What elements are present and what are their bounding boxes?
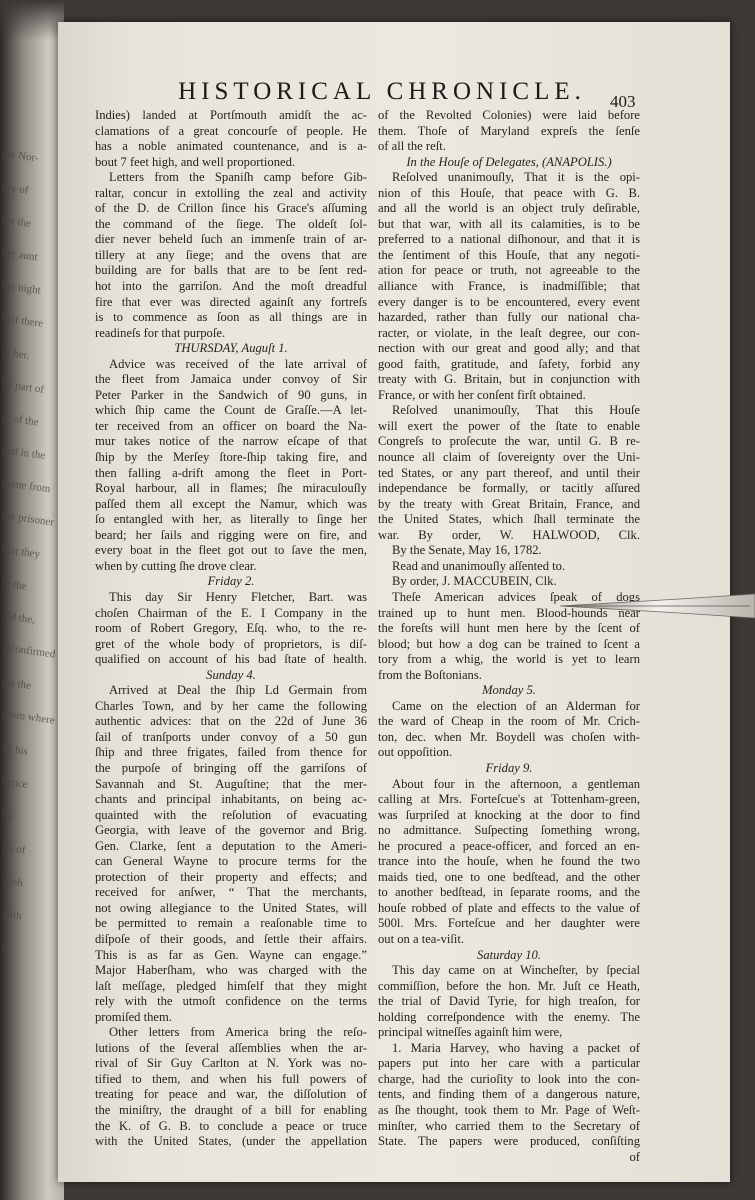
text-line: hot into the garriſon. And the moſt dreadful	[95, 279, 367, 294]
text-line: blood; but how a dog can be trained to ſcent a	[378, 636, 640, 651]
text-line: Monday 5.	[482, 683, 536, 698]
text-line: the command of the ſiege. The oldeſt ſol-	[95, 216, 367, 231]
text-line: alliance with France, is inadmiſſible; that	[378, 279, 640, 294]
text-line: By the Senate, May 16, 1782.	[392, 543, 542, 558]
text-line: is to commence as ſoon as all things are in	[95, 310, 367, 325]
text-line: treating for peace and war, the diſſolution of	[95, 1087, 367, 1102]
text-line: This day Sir Henry Fletcher, Bart. was	[109, 589, 367, 604]
text-line: papers put into her care with a particular	[378, 1056, 640, 1071]
text-line: ſo entangled with her, as literally to ſinge her	[95, 512, 367, 527]
text-line: ter received from an officer on board the Na-	[95, 418, 367, 433]
text-line: nounce all claim of ſovereignty over the Uni-	[378, 450, 640, 465]
text-line: Theſe American advices ſpeak of dogs	[392, 589, 640, 604]
gutter-text: he part of	[1, 378, 45, 396]
text-line: building are for balls that are to be ſent red-	[95, 263, 367, 278]
text-line: tified to them, and when his full powers of	[95, 1071, 367, 1086]
text-line: rely with the utmoſt confidence on the terms	[95, 994, 367, 1009]
right-column	[378, 108, 640, 1165]
text-line: when by cutting ſhe drove clear.	[95, 558, 257, 573]
text-line: ſhip and three frigates, failed from thence for	[95, 745, 367, 760]
text-line: the K. of G. B. to conclude a peace or truce	[95, 1118, 367, 1133]
text-line: paſſed them all except the Namur, which was	[95, 496, 367, 511]
text-line: independance be formally, or tacitly aſſured	[378, 481, 640, 496]
gutter-text: er of the	[1, 411, 40, 429]
text-line: by the treaty with Great Britain, France, and	[378, 496, 640, 511]
text-line: then falling a-drift among the fleet in Port-	[95, 465, 367, 480]
text-line: bout 7 feet high, and well proportioned.	[95, 154, 296, 169]
text-line: the fleet from Jamaica under convoy of Sir	[95, 372, 367, 387]
text-line: protection of their property and effects; and	[95, 869, 367, 884]
text-line: commiſſion, before the hon. Mr. Juſt ce Heath,	[378, 978, 640, 993]
text-line: readineſs for that purpoſe.	[95, 325, 226, 340]
text-line: the United States, which ſhall terminate the	[378, 512, 640, 527]
text-line: and all the world is an object truly deſirable,	[378, 201, 640, 216]
gutter-text: her aunt	[1, 246, 39, 264]
gutter-text: for the	[1, 676, 32, 692]
text-line: hazarded, rather than fully our national cha-	[378, 310, 640, 325]
text-line: In the Houſe of Delegates, (ANAPOLIS.)	[406, 154, 612, 169]
gutter-text: be	[1, 809, 14, 823]
text-line: maids tied, one to one bedſtead, and the other	[378, 869, 640, 884]
text-line: calling at Mrs. Forteſcue's at Tottenham-green,	[378, 792, 640, 807]
text-line: as ſhe thought, took them to Mr. Page of Weſt-	[378, 1103, 640, 1117]
gutter-text: for the	[1, 214, 32, 230]
text-line: the ſentiment of this Houſe, that any negoti-	[378, 247, 640, 262]
text-line: ation for peace or truth, not agreeable to the	[378, 263, 640, 278]
gutter-text: to the	[1, 577, 28, 593]
text-line: dier never beheld ſuch an immenſe train of ar-	[95, 232, 367, 247]
text-line: Friday 2.	[207, 574, 255, 589]
text-line: holding correſpondence with the enemy. The	[378, 1009, 640, 1024]
gutter-text: an his	[1, 742, 29, 758]
text-line: the miniſtry, the draught of a bill for enabling	[95, 1103, 367, 1117]
text-line: laſt meſſage, pledged himſelf that they might	[95, 978, 367, 993]
text-line: Peter Parker in the Sandwich of 90 guns, in	[95, 387, 367, 402]
text-line: no admittance. Suſpecting ſomething wrong,	[378, 823, 640, 838]
text-line: raltar, concur in extolling the zeal and activity	[95, 185, 367, 200]
text-line: chants and principal inhabitants, on being ac-	[95, 792, 367, 807]
text-line: authentic advices: that on the 22d of June 36	[95, 714, 367, 729]
text-line: tillery at any ſiege; and the ovens that are	[95, 247, 367, 262]
text-line: Arrived at Deal the ſhip Ld Germain from	[109, 683, 367, 698]
gutter-text: the night	[1, 279, 42, 297]
text-line: treaty with G. Britain, but in conjunction with	[378, 372, 640, 387]
text-line: fire that ever was directed againſt any fortreſs	[95, 294, 367, 309]
text-line: Saturday 10.	[477, 947, 541, 962]
text-line: the foreſts will hunt men here by the ſcent of	[378, 621, 640, 636]
text-line: About four in the afternoon, a gentleman	[392, 776, 640, 791]
text-line: ſail of tranſports under convoy of a 50 gun	[95, 729, 367, 744]
text-line: was ſurpriſed at knocking at the door to find	[378, 807, 640, 822]
text-line: he procured a peace-officer, and forced an en-	[378, 838, 640, 853]
gutter-text: old the,	[1, 609, 36, 627]
text-line: gret of the whole body of proprietors, is diſ-	[95, 636, 367, 651]
text-line: racter, or violate, in the leaſt degree, our con-	[378, 325, 640, 340]
text-line: charge, had the curioſity to look into the con-	[378, 1071, 640, 1086]
text-line: which ſhip came the Count de Graſſe.—A let-	[95, 403, 367, 418]
text-line: Savannah and St. Auguſtine; that the mer-	[95, 776, 367, 791]
text-line: Indies) landed at Portſmouth amidſt the ac-	[95, 108, 367, 122]
text-line: rival of Sir Guy Carlton at N. York was no-	[95, 1056, 367, 1071]
gutter-text: that they	[1, 543, 41, 561]
text-line: will exert the power of the ſtate to enable	[378, 418, 640, 433]
text-line: preferred to a national diſhonour, and that it is	[378, 232, 640, 247]
text-line: choſen Chairman of the E. I Company in the	[95, 605, 367, 620]
gutter-text: the Nor-	[1, 147, 40, 165]
gutter-text: ut her.	[1, 346, 31, 362]
binding-gutter	[0, 0, 64, 1200]
gutter-text: ned in the	[1, 444, 47, 462]
text-line: not owing allegiance to the United States, will	[95, 900, 367, 915]
gutter-text: home from	[1, 476, 52, 496]
text-line: can General Wayne to procure terms for the	[95, 854, 367, 869]
text-line: the purpoſe of bringing off the garriſons of	[95, 760, 367, 775]
text-line: Other letters from America bring the reſo-	[109, 1025, 367, 1040]
text-line: war. By order, W. HALWOOD, Clk.	[378, 527, 640, 542]
page-number: 403	[610, 92, 636, 111]
text-line: the ward of Cheap in the room of Mr. Crich-	[378, 714, 640, 729]
gutter-text: room where	[1, 707, 56, 727]
text-line: ton, dec. when Mr. Boydell was choſen with-	[378, 729, 640, 744]
text-line: beard; her ſails and rigging were on fire, and	[95, 527, 367, 542]
text-line: received for anſwer, “ That the merchants,	[95, 885, 367, 900]
text-line: qualified on account of his bad ſtate of health.	[95, 652, 367, 667]
gutter-text: that there	[1, 312, 44, 330]
page-title: HISTORICAL CHRONICLE.	[178, 78, 586, 105]
text-line: diſpoſe of their goods, and ſettle their affairs.	[95, 931, 367, 946]
text-line: nection with our great and good ally; and that	[378, 341, 640, 356]
text-line: mur takes notice of the narrow eſcape of that	[95, 434, 367, 449]
text-line: By order, J. MACCUBEIN, Clk.	[392, 574, 557, 589]
text-line: Letters from the Spaniſh camp before Gib-	[109, 170, 367, 185]
text-line: State. The papers were produced, conſiſting	[378, 1134, 640, 1149]
gutter-text: ife of	[1, 841, 27, 857]
text-line: has a noble animated countenance, and is a-	[95, 139, 367, 154]
text-line: THURSDAY, Auguſt 1.	[174, 341, 288, 356]
text-line: lutions of the ſeveral aſſemblies when the ar-	[95, 1040, 367, 1055]
gutter-text: y confirmed	[1, 641, 57, 661]
text-line: with the United States, (under the appellation	[95, 1134, 367, 1149]
text-line: trance into the houſe, when he found the two	[378, 854, 640, 869]
text-line: Congreſs to proſecute the war, until G. B re-	[378, 434, 640, 449]
text-line: but that war, with all its calamities, is to be	[378, 216, 640, 231]
gutter-text: it	[1, 941, 9, 955]
text-line: of the D. de Crillon ſince his Grace's aſſuming	[95, 201, 367, 216]
text-line: nion of this Houſe, that peace with G. B.	[378, 185, 640, 200]
text-line: This day came on at Wincheſter, by ſpecial	[392, 963, 640, 978]
text-line: Reſolved unanimouſly, That this Houſe	[392, 403, 640, 418]
text-line: the trial of David Tyrie, for high treaſon, for	[378, 994, 640, 1009]
left-column	[95, 108, 367, 1150]
gutter-text: hence	[1, 775, 29, 791]
text-line: trained up to hunt men. Blood-hounds near	[378, 605, 640, 620]
text-line: Charles Town, and by her came the following	[95, 698, 367, 713]
text-line: of	[629, 1149, 640, 1164]
text-line: Royal harbour, all in flames; ſhe miraculouſly	[95, 481, 367, 496]
gutter-text: with	[1, 907, 23, 923]
text-line: every danger is to be encountered, every event	[378, 294, 640, 309]
text-line: Advice was received of the late arrival of	[109, 356, 367, 371]
text-line: ſhip by the Merſey ſtore-ſhip taking fire, and	[95, 450, 367, 465]
text-line: from the Boſtonians.	[378, 667, 482, 682]
text-line: room of Robert Gregory, Eſq. who, to the re-	[95, 621, 367, 636]
text-line: This is as far as Gen. Wayne can engage.”	[95, 947, 367, 962]
text-line: clamations of a great concourſe of people. He	[95, 123, 367, 138]
text-line: of all the reſt.	[378, 139, 446, 154]
text-line: them. Thoſe of Maryland expreſs the ſenſe	[378, 123, 640, 138]
text-line: France, or with her conſent firſt obtained.	[378, 387, 586, 402]
text-line: Gen. Clarke, ſent a deputation to the Ameri-	[95, 838, 367, 853]
gutter-text: wish	[1, 874, 24, 890]
text-line: Read and unanimouſly aſſented to.	[392, 558, 566, 573]
text-line: Georgia, with leave of the governor and Brig.	[95, 823, 367, 838]
text-line: quainted with the reſolution of evacuating	[95, 807, 367, 822]
text-line: 1. Maria Harvey, who having a packet of	[392, 1040, 640, 1055]
gutter-text: the prisoner	[1, 509, 55, 529]
text-line: Sunday 4.	[206, 667, 256, 682]
text-line: houſe robbed of plate and effects to the value of	[378, 900, 640, 915]
text-line: out on a tea-viſit.	[378, 931, 465, 946]
text-line: to another bedſtead, in ſeparate rooms, and the	[378, 885, 640, 900]
gutter-text: gry of	[1, 181, 30, 197]
text-line: promiſed them.	[95, 1009, 172, 1024]
text-line: ted States, or any part thereof, and until their	[378, 465, 640, 480]
text-line: Friday 9.	[485, 760, 533, 775]
text-line: Came on the election of an Alderman for	[392, 698, 640, 713]
text-line: of the Revolted Colonies) were laid before	[378, 108, 640, 122]
text-line: tents, and finding them of a dangerous nature,	[378, 1087, 640, 1102]
text-line: out oppoſition.	[378, 745, 453, 760]
text-line: 500l. Mrs. Forteſcue and her daughter were	[378, 916, 640, 931]
text-line: principal witneſſes againſt him were,	[378, 1025, 563, 1040]
text-line: Reſolved unanimouſly, That it is the opi-	[392, 170, 640, 185]
pen-nib-icon	[560, 590, 755, 622]
text-line: tory from a whig, the world is yet to learn	[378, 652, 640, 667]
text-line: good faith, gratitude, and ſafety, forbid any	[378, 356, 640, 371]
text-line: every boat in the fleet got out to ſave the men,	[95, 543, 367, 558]
text-line: Major Haberſham, who was charged with the	[95, 963, 367, 978]
text-line: minſter, who carried them to the Secretary of	[378, 1118, 640, 1133]
text-line: be permitted to remain a reaſonable time to	[95, 916, 367, 931]
